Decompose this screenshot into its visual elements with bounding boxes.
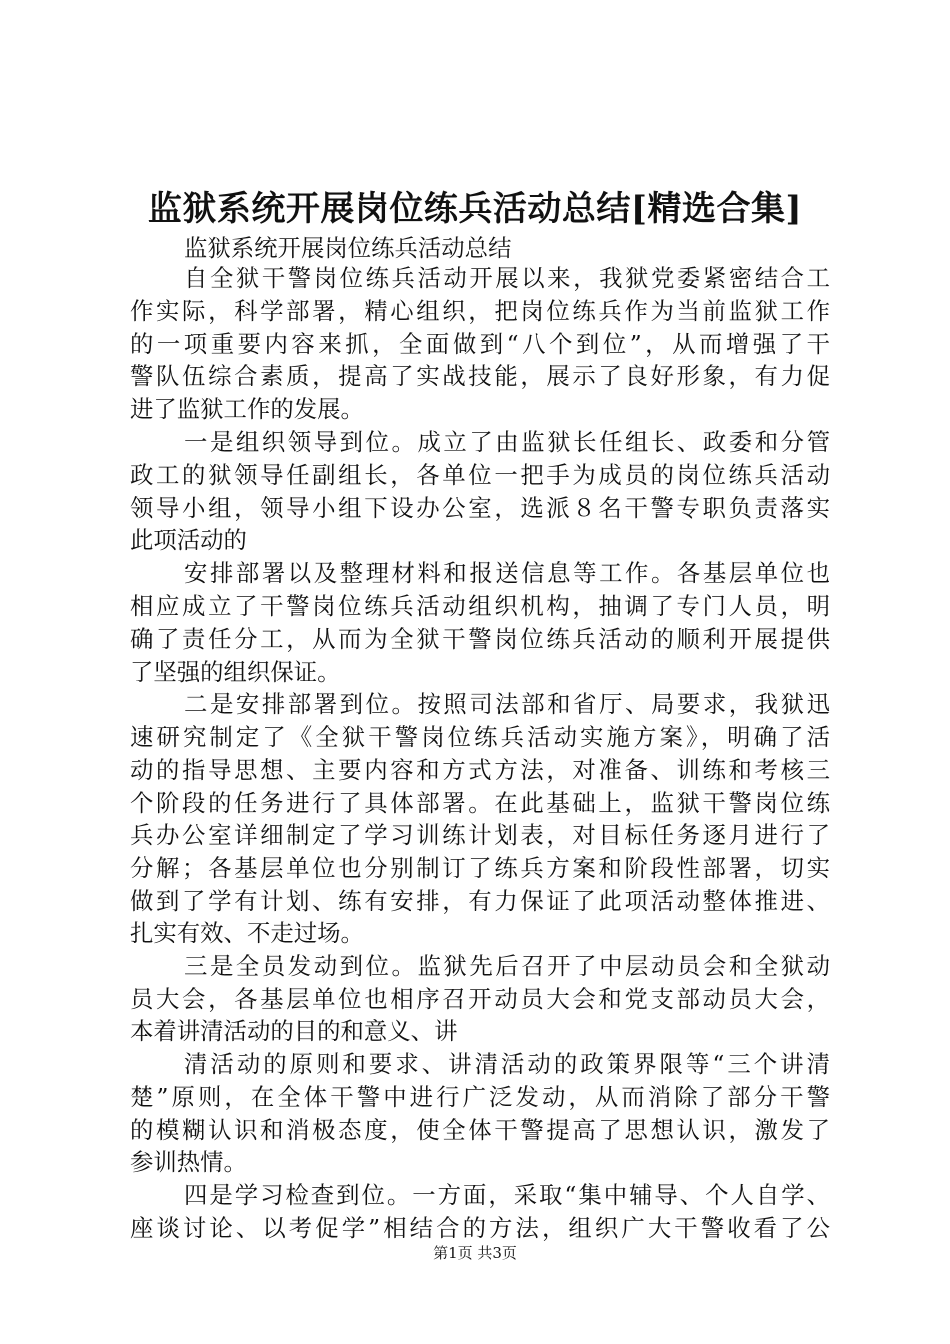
body-line: 政工的狱领导任副组长，各单位一把手为成员的岗位练兵活动 — [130, 461, 830, 489]
body-line: 确了责任分工，从而为全狱干警岗位练兵活动的顺利开展提供 — [130, 625, 830, 653]
body-line: 二是安排部署到位。按照司法部和省厅、局要求，我狱迅 — [184, 690, 830, 718]
body-line: 清活动的原则和要求、讲清活动的政策界限等“三个讲清 — [184, 1050, 830, 1078]
body-line: 个阶段的任务进行了具体部署。在此基础上，监狱干警岗位练 — [130, 789, 830, 817]
body-line: 速研究制定了《全狱干警岗位练兵活动实施方案》，明确了活 — [130, 723, 830, 751]
body-line: 了坚强的组织保证。 — [130, 658, 341, 686]
body-line: 警队伍综合素质，提高了实战技能，展示了良好形象，有力促 — [130, 362, 830, 390]
body-line: 扎实有效、不走过场。 — [130, 919, 364, 947]
body-line: 作实际，科学部署，精心组织，把岗位练兵作为当前监狱工作 — [130, 297, 830, 325]
body-line: 领导小组，领导小组下设办公室，选派８名干警专职负责落实 — [130, 494, 830, 522]
body-line: 四是学习检查到位。一方面，采取“集中辅导、个人自学、 — [184, 1181, 830, 1209]
body-line: 的一项重要内容来抓，全面做到“八个到位”，从而增强了干 — [130, 330, 830, 358]
page-footer: 第1页 共3页 — [433, 1244, 517, 1262]
body-line: 三是全员发动到位。监狱先后召开了中层动员会和全狱动 — [184, 952, 830, 980]
body-line: 员大会，各基层单位也相序召开动员大会和党支部动员大会， — [130, 985, 830, 1013]
body-line: 参训热情。 — [130, 1148, 247, 1176]
body-line: 座谈讨论、以考促学”相结合的方法，组织广大干警收看了公 — [130, 1214, 830, 1242]
body-line: 一是组织领导到位。成立了由监狱长任组长、政委和分管 — [184, 428, 830, 456]
body-line: 相应成立了干警岗位练兵活动组织机构，抽调了专门人员，明 — [130, 592, 830, 620]
body-line: 动的指导思想、主要内容和方式方法，对准备、训练和考核三 — [130, 756, 830, 784]
body-line: 做到了学有计划、练有安排，有力保证了此项活动整体推进、 — [130, 887, 830, 915]
body-line: 此项活动的 — [130, 526, 247, 554]
document-subtitle: 监狱系统开展岗位练兵活动总结 — [184, 234, 512, 262]
body-line: 楚”原则，在全体干警中进行广泛发动，从而消除了部分干警 — [130, 1083, 830, 1111]
body-line: 自全狱干警岗位练兵活动开展以来，我狱党委紧密结合工 — [184, 264, 830, 292]
document-title: 监狱系统开展岗位练兵活动总结[精选合集] — [147, 189, 803, 229]
body-line: 安排部署以及整理材料和报送信息等工作。各基层单位也 — [184, 559, 830, 587]
body-line: 进了监狱工作的发展。 — [130, 395, 364, 423]
body-line: 分解；各基层单位也分别制订了练兵方案和阶段性部署，切实 — [130, 854, 830, 882]
body-line: 兵办公室详细制定了学习训练计划表，对目标任务逐月进行了 — [130, 821, 830, 849]
body-line: 的模糊认识和消极态度，使全体干警提高了思想认识，激发了 — [130, 1116, 830, 1144]
body-line: 本着讲清活动的目的和意义、讲 — [130, 1017, 458, 1045]
